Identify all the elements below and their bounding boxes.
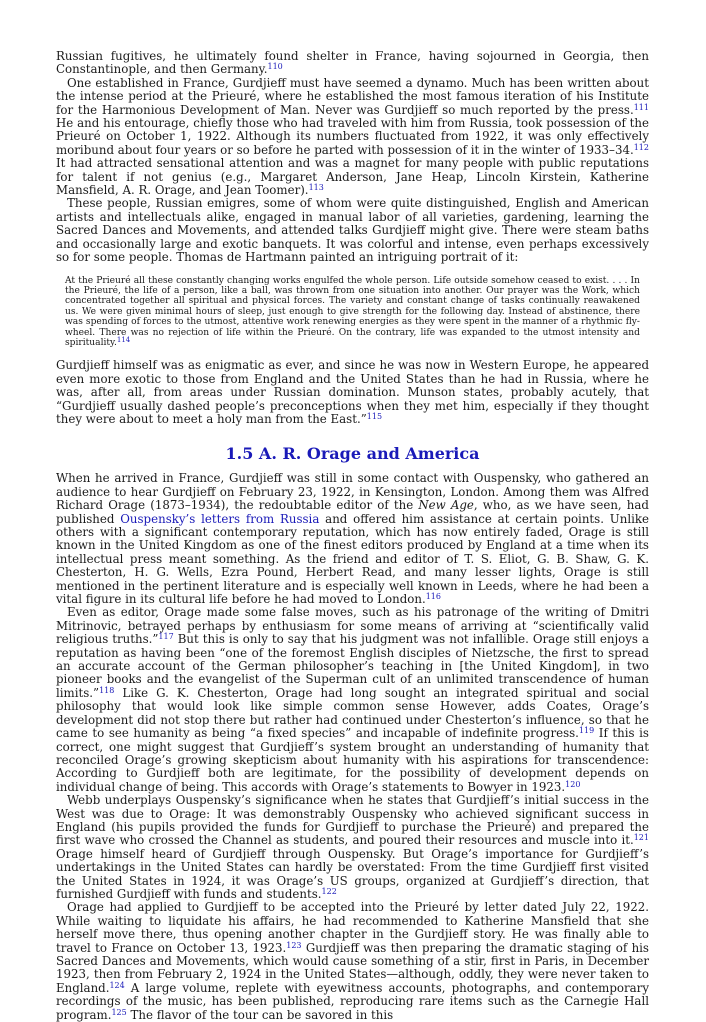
paragraph-webb: Webb underplays Ouspensky’s significance when he states that Gurdjieff’s initial success in the West was due to Orage: It was demonstrably Ouspensky who achieved significant success in England (his pupils provided the funds for Gurdjieff to purchase the Prieuré) and prepared the first wave who crossed the Channel as students, and poured their resources and muscle into it.$^{121}$ Orage himself heard of Gurdjieff through Ouspensky. But Orage’s importance for Gurdjieff’s undertakings in the United States can hardly be overstated: From the time Gurdjieff first visited the United States in 1924, it was Orage’s US groups, organized at Gurdjieff’s direction, that furnished Gurdjieff with funds and students.$^{122}$ xyxy=(56,793,649,901)
paragraph-continuation: Russian fugitives, he ultimately found shelter in France, having sojourned in Georgia, then Constantinople, and then Germany.$^{110}$ xyxy=(56,49,649,77)
footnote-ref-124[interactable]: 124 xyxy=(109,980,125,990)
paragraph-orage-editor: Even as editor, Orage made some false moves, such as his patronage of the writing of Dmitri Mitrinovic, betrayed perhaps by enthusiasm for some means of arriving at “scientifically valid religious truths.”$^{117}$ But this is only to say that his judgment was not infallible. Orage still enjoys a reputation as having been “one of the foremost English disciples of Nietzsche, the first to spread an accurate account of the German philosopher’s teaching in [the United Kingdom], in two pioneer books and the evangelist of the Superman cult of an unlimited transcendence of human limits.”$^{118}$ Like G. K. Chesterton, Orage had long sought an integrated spiritual and social philosophy that would look like simple common sense However, adds Coates, Orage’s development did not stop there but rather had continued under Chesterton’s influence, so that he came to see humanity as being “a fixed species” and incapable of indefinite progress.$^{119}$ If this is correct, one might suggest that Gurdjieff’s system brought an understanding of humanity that reconciled Orage’s growing skepticism about humanity with his aspirations for transcendence: According to Gurdjieff both are legitimate, for the possibility of development depends on individual change of being. This accords with Orage’s statements to Bowyer in 1923.$^{120}$ xyxy=(56,605,649,794)
footnote-ref-118[interactable]: 118 xyxy=(99,685,115,695)
section-heading: 1.5 A. R. Orage and America xyxy=(225,444,480,464)
footnote-ref-116[interactable]: 116 xyxy=(425,592,441,602)
paragraph-enigmatic: Gurdjieff himself was as enigmatic as ever, and since he was now in Western Europe, he appeared even more exotic to those from England and the United States than he had in Russia, where he was, after all, from areas under Russian domination. Munson states, probably acutely, that “Gurdjieff usually dashed people’s preconceptions when they met him, especially if they thought they were about to meet a holy man from the East.”$^{115}$ xyxy=(56,358,649,426)
ouspensky-letters-link[interactable]: Ouspensky’s letters from Russia xyxy=(120,511,320,526)
paragraph-prieure: One established in France, Gurdjieff must have seemed a dynamo. Much has been written about the intense period at the Prieuré, where he established the most famous iteration of his Institute for the Harmonious Development of Man. Never was Gurdjieff so much reported by the press.$^{111}$ He and his entourage, chiefly those who had traveled with him from Russia, took possession of the Prieuré on October 1, 1922. Although its numbers fluctuated from 1922, it was only effectively moribund about four years or so before he parted with possession of it in the winter of 1933–34.$^{112}$ It had attracted sensational attention and was a magnet for many people with public reputations for talent if not genius (e.g., Margaret Anderson, Jane Heap, Lincoln Kirstein, Katherine Mansfield, A. R. Orage, and Jean Toomer).$^{113}$ xyxy=(56,75,649,198)
paragraph-orage-intro: When he arrived in France, Gurdjieff was still in some contact with Ouspensky, who gathered an audience to hear Gurdjieff on February 23, 1922, in Kensington, London. Among them was Alfred Richard Orage (1873–1934), the redoubtable editor of the New Age, who, as we have seen, had published Ouspensky’s letters from Russia and offered him assistance at certain points. Unlike others with a significant contemporary reputation, which has now entirely faded, Orage is still known in the United Kingdom as one of the finest editors produced by England at a time when its intellectual press meant something. As the friend and editor of T. S. Eliot, G. B. Shaw, G. K. Chesterton, H. G. Wells, Ezra Pound, Herbert Read, and many lesser lights, Orage is still mentioned in the pertinent literature and is especially well known in Leeds, where he had been a vital figure in its cultural life before he had moved to London.$^{116}$ xyxy=(56,471,649,607)
footnote-ref-110[interactable]: 110 xyxy=(267,62,283,72)
footnote-ref-111[interactable]: 111 xyxy=(633,102,649,112)
paragraph-orage-applied: Orage had applied to Gurdjieff to be accepted into the Prieuré by letter dated July 22, 1922. While waiting to liquidate his affairs, he had recommended to Katherine Mansfield that she herself move there, thus opening another chapter in the Gurdjieff story. He was finally able to travel to France on October 13, 1923.$^{123}$ Gurdjieff was then preparing the dramatic staging of his Sacred Dances and Movements, which would cause something of a stir, first in Paris, in December 1923, then from February 2, 1924 in the United States—although, oddly, they were never taken to England.$^{124}$ A large volume, replete with eyewitness accounts, photographs, and contemporary recordings of the music, has been published, reproducing rare items such as the Carnegie Hall program.$^{125}$ The flavor of the tour can be savored in this xyxy=(56,900,649,1022)
footnote-ref-117[interactable]: 117 xyxy=(158,632,174,642)
footnote-ref-123[interactable]: 123 xyxy=(286,940,302,950)
footnote-ref-122[interactable]: 122 xyxy=(321,886,337,896)
block-quote-de-hartmann: At the Prieuré all these constantly changing works engulfed the whole person. Life outside somehow ceased to exist. . . . In the Prieuré, the life of a person, like a ball, was thrown from one situation into another. Our prayer was the Work, which concentrated together all spiritual and physical forces. The variety and constant change of tasks continually reawakened us. We were given minimal hours of sleep, just enough to give strength for the following day. Instead of abstinence, there was spending of forces to the utmost, attentive work renewing energies as they were spent in the manner of a rhythmic fly-wheel. There was no rejection of life within the Prieuré. On the contrary, life was expanded to the utmost intensity and spirituality.$^{114}$ xyxy=(65,275,640,348)
paragraph-emigres: These people, Russian emigres, some of whom were quite distinguished, English and American artists and intellectuals alike, engaged in manual labor of all varieties, gardening, learning the Sacred Dances and Movements, and attended talks Gurdjieff might give. There were steam baths and occasionally large and exotic banquets. It was colorful and intense, even perhaps excessively so for some people. Thomas de Hartmann painted an intriguing portrait of it: xyxy=(56,196,649,265)
footnote-ref-114[interactable]: 114 xyxy=(116,335,131,344)
footnote-ref-119[interactable]: 119 xyxy=(578,726,595,736)
footnote-ref-113[interactable]: 113 xyxy=(308,183,324,193)
footnote-ref-112[interactable]: 112 xyxy=(633,142,649,152)
footnote-ref-121[interactable]: 121 xyxy=(633,833,649,843)
footnote-ref-125[interactable]: 125 xyxy=(111,1007,127,1017)
footnote-ref-120[interactable]: 120 xyxy=(565,779,581,789)
footnote-ref-115[interactable]: 115 xyxy=(366,411,383,421)
